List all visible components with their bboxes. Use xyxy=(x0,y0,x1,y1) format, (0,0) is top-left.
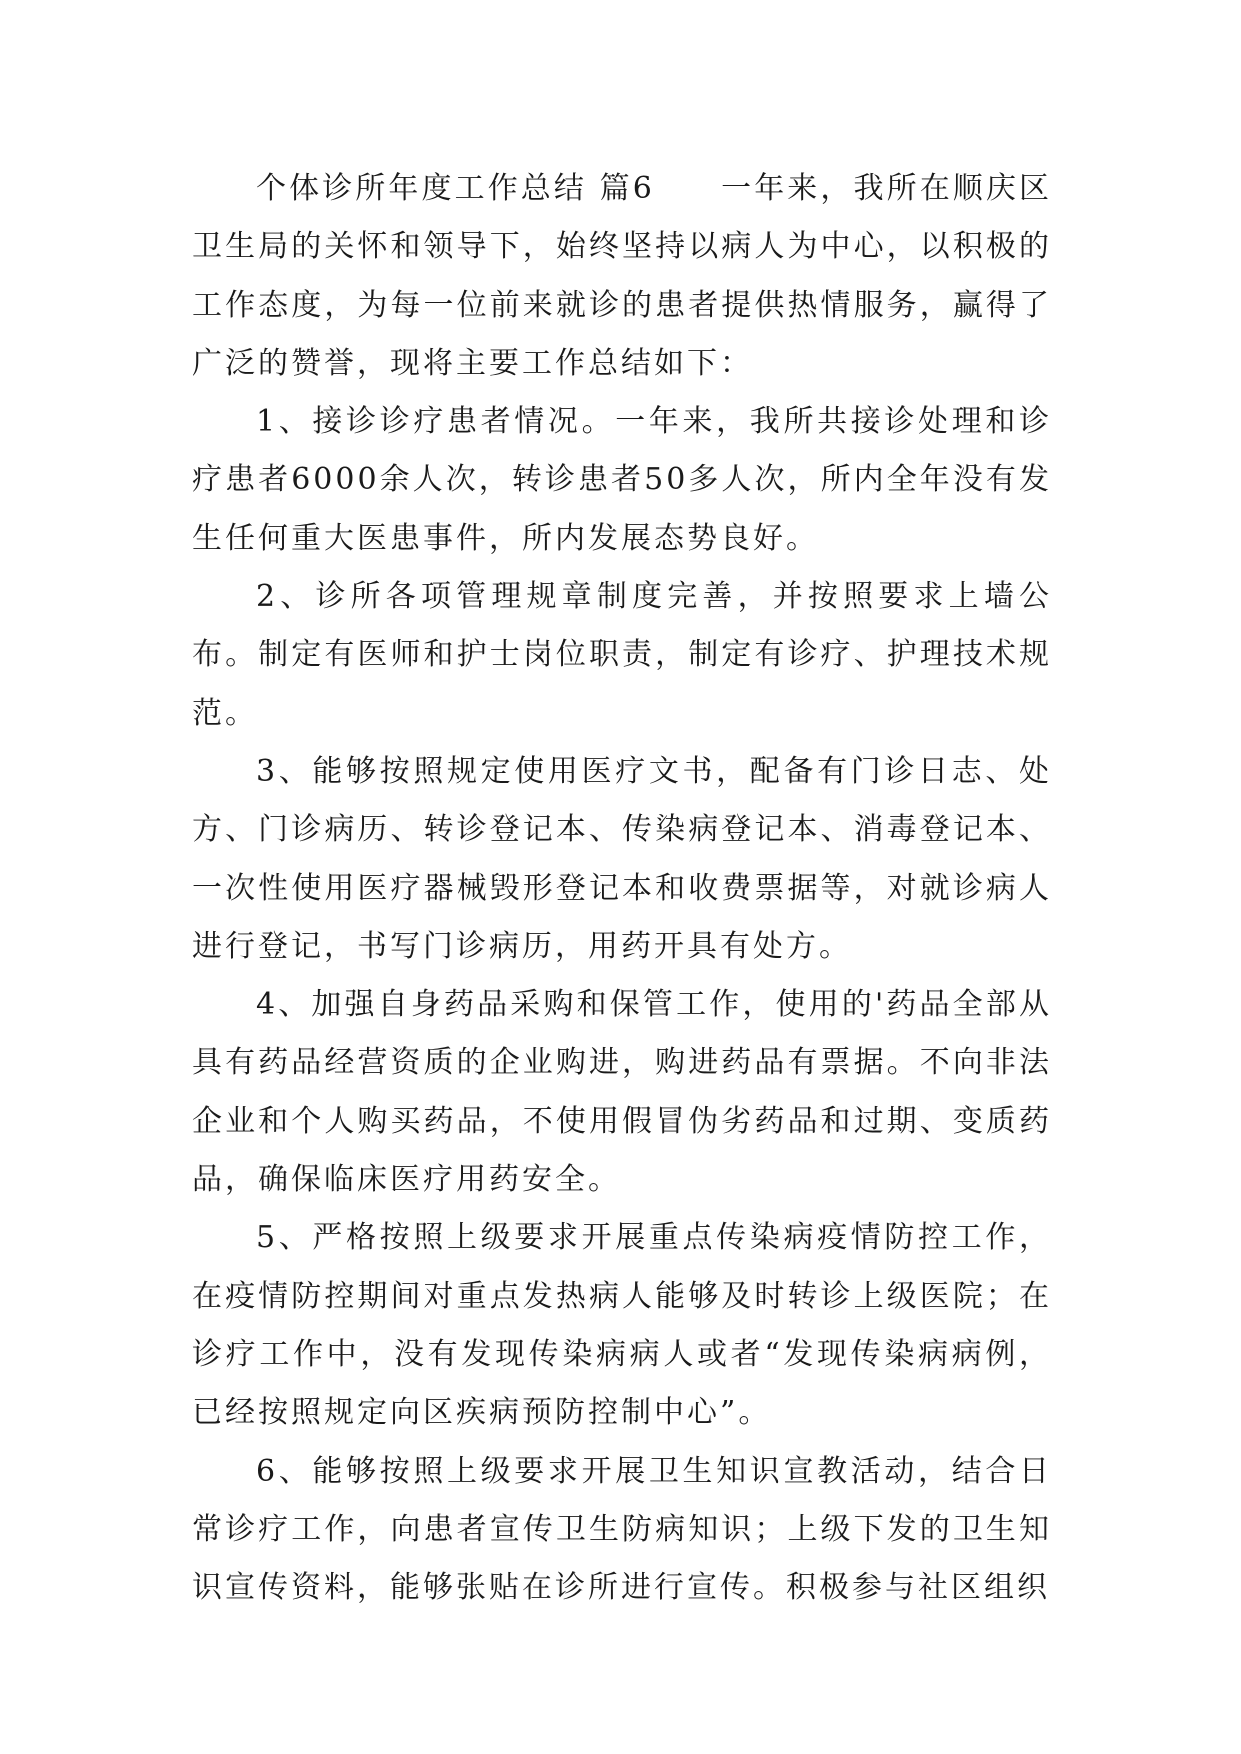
paragraph-item-1: 1、接诊诊疗患者情况。一年来，我所共接诊处理和诊疗患者6000余人次，转诊患者50多人次，所内全年没有发生任何重大医患事件，所内发展态势良好。 xyxy=(192,404,1052,556)
paragraph-item-5: 5、严格按照上级要求开展重点传染病疫情防控工作，在疫情防控期间对重点发热病人能够及时转诊上级医院；在诊疗工作中，没有发现传染病病人或者“发现传染病病例，已经按照规定向区疾病预防控制中心”。 xyxy=(192,1220,1052,1431)
paragraph-item-6: 6、能够按照上级要求开展卫生知识宣教活动，结合日常诊疗工作，向患者宣传卫生防病知识；上级下发的卫生知识宣传资料，能够张贴在诊所进行宣传。积极参与社区组织 xyxy=(192,1453,1052,1606)
document-body xyxy=(192,160,1052,1617)
paragraph-intro: 个体诊所年度工作总结 篇6 一年来，我所在顺庆区卫生局的关怀和领导下，始终坚持以病人为中心，以积极的工作态度，为每一位前来就诊的患者提供热情服务，赢得了广泛的赞誉，现将主要工作总结如下： xyxy=(192,171,1052,381)
paragraph-item-4: 4、加强自身药品采购和保管工作，使用的'药品全部从具有药品经营资质的企业购进，购进药品有票据。不向非法企业和个人购买药品，不使用假冒伪劣药品和过期、变质药品，确保临床医疗用药安全。 xyxy=(192,987,1052,1198)
paragraph-item-2: 2、诊所各项管理规章制度完善，并按照要求上墙公布。制定有医师和护士岗位职责，制定有诊疗、护理技术规范。 xyxy=(192,579,1052,731)
paragraph-item-3: 3、能够按照规定使用医疗文书，配备有门诊日志、处方、门诊病历、转诊登记本、传染病登记本、消毒登记本、一次性使用医疗器械毁形登记本和收费票据等，对就诊病人进行登记，书写门诊病历，用药开具有处方。 xyxy=(192,753,1052,964)
